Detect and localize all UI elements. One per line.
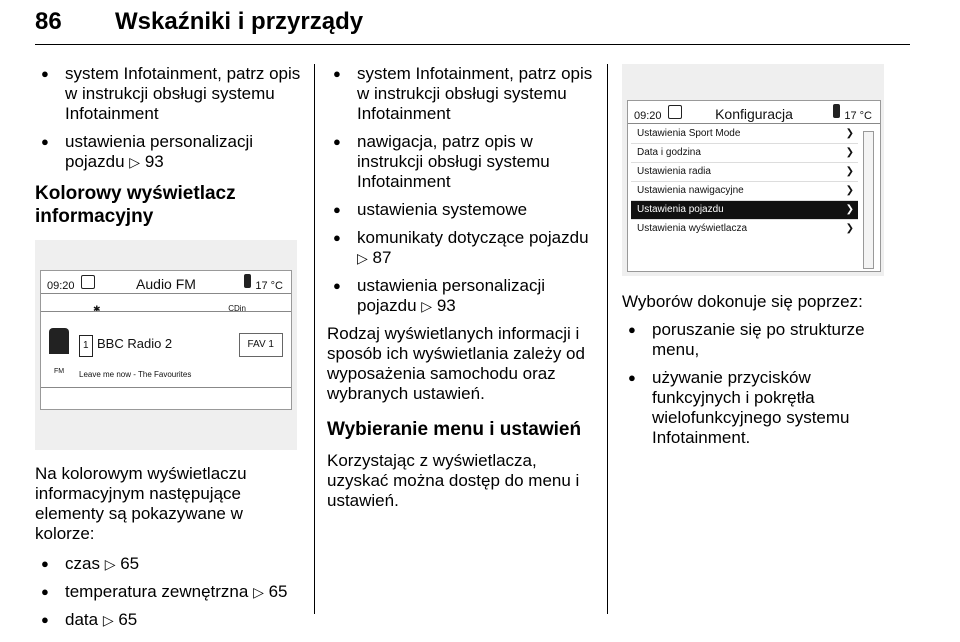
station-name: BBC Radio 2 <box>97 336 173 351</box>
clock-time: 09:20 <box>47 280 75 292</box>
menu-item[interactable] <box>631 125 858 144</box>
list-item-text: data <box>65 610 99 629</box>
right-triangle-icon: ▷ <box>253 584 264 600</box>
column-2 <box>327 64 602 511</box>
list-item-text: system Infotainment, patrz opis w instrukcji obsługi systemu Infotainment <box>65 64 301 123</box>
bullet-list <box>35 64 305 172</box>
temperature: 17 °C <box>255 280 283 292</box>
display-screen <box>627 100 881 272</box>
list-item <box>35 610 305 630</box>
menu-item-selected[interactable] <box>631 201 858 220</box>
song-title: Leave me now - The Favourites <box>79 370 192 379</box>
chevron-right-icon: ❯ <box>845 185 854 196</box>
column-1 <box>35 64 305 638</box>
list-item <box>622 368 887 448</box>
menu-item[interactable] <box>631 144 858 163</box>
bullet-list <box>35 554 305 630</box>
list-item-text: ustawienia personalizacji pojazdu <box>357 276 546 315</box>
right-triangle-icon: ▷ <box>129 154 141 170</box>
list-item-text: komunikaty dotyczące pojazdu <box>357 228 589 247</box>
list-item-text: poruszanie się po strukturze menu, <box>652 320 865 359</box>
paragraph: Wyborów dokonuje się poprzez: <box>622 292 863 311</box>
list-item-text: system Infotainment, patrz opis w instrukcji obsługi systemu Infotainment <box>357 64 593 123</box>
chevron-right-icon: ❯ <box>845 223 854 234</box>
band-label: FM <box>54 368 65 375</box>
screen-title: Audio FM <box>136 276 196 292</box>
chevron-right-icon: ❯ <box>845 147 854 158</box>
paragraph: Korzystając z wyświetlacza, uzyskać można dostęp do menu i ustawień. <box>327 451 580 510</box>
page-reference[interactable]: 65 <box>268 582 288 601</box>
list-item <box>327 228 602 268</box>
divider <box>41 311 291 312</box>
display-screen <box>40 270 292 410</box>
list-item <box>35 64 305 124</box>
preset-number: 1 <box>79 335 93 357</box>
list-item <box>327 64 602 124</box>
paragraph: Na kolorowym wyświetlaczu informacyjnym następujące elementy są pokazywane w kolorze: <box>35 464 247 543</box>
list-item <box>35 554 305 574</box>
page-reference[interactable]: 65 <box>120 554 140 573</box>
menu-item[interactable] <box>631 182 858 201</box>
list-item-text: nawigacja, patrz opis w instrukcji obsługi systemu Infotainment <box>357 132 550 191</box>
page-reference[interactable]: 93 <box>144 152 164 171</box>
page-number: 86 <box>35 8 62 35</box>
list-item-text: ustawienia systemowe <box>357 200 528 219</box>
list-item <box>35 582 305 602</box>
list-item-text: czas <box>65 554 100 573</box>
list-item <box>622 320 887 360</box>
status-bar <box>41 271 291 294</box>
menu-item-label: Data i godzina <box>637 147 701 158</box>
list-item-text: ustawienia personalizacji pojazdu <box>65 132 254 171</box>
right-triangle-icon: ▷ <box>104 556 116 572</box>
column-3 <box>622 64 887 456</box>
chevron-right-icon: ❯ <box>845 204 854 215</box>
right-triangle-icon: ▷ <box>357 250 368 266</box>
screen-title: Konfiguracja <box>715 106 793 122</box>
page-header <box>35 8 910 45</box>
temperature: 17 °C <box>844 110 872 122</box>
menu-item-label: Ustawienia pojazdu <box>637 204 724 215</box>
page-title: Wskaźniki i przyrządy <box>115 8 364 35</box>
bullet-list <box>327 64 602 316</box>
radio-tower-icon <box>49 328 69 354</box>
page-reference[interactable]: 65 <box>118 610 138 629</box>
right-triangle-icon: ▷ <box>421 298 433 314</box>
menu-item-label: Ustawienia nawigacyjne <box>637 185 744 196</box>
menu-item[interactable] <box>631 220 858 238</box>
thermometer-icon <box>833 104 840 118</box>
audio-screen-illustration <box>35 240 297 450</box>
list-item <box>327 132 602 192</box>
list-item <box>35 132 305 172</box>
audio-source: CDin <box>228 304 246 313</box>
page-reference[interactable]: 93 <box>436 296 456 315</box>
divider <box>41 387 291 388</box>
fav-button[interactable]: FAV 1 <box>239 333 284 357</box>
menu-item[interactable] <box>631 163 858 182</box>
list-item <box>327 276 602 316</box>
column-divider <box>314 64 315 614</box>
scrollbar[interactable] <box>863 131 874 269</box>
list-item-text: temperatura zewnętrzna <box>65 582 249 601</box>
bullet-list <box>622 320 887 448</box>
list-item-text: używanie przycisków funkcyjnych i pokrętła wielofunkcyjnego systemu Infotainment. <box>652 368 850 447</box>
menu-item-label: Ustawienia Sport Mode <box>637 128 741 139</box>
right-triangle-icon: ▷ <box>102 612 114 628</box>
menu-item-label: Ustawienia radia <box>637 166 711 177</box>
clock-time: 09:20 <box>634 110 662 122</box>
page-reference[interactable]: 87 <box>372 248 392 267</box>
menu-item-label: Ustawienia wyświetlacza <box>637 223 748 234</box>
paragraph: Rodzaj wyświetlanych informacji i sposób ich wyświetlania zależy od wyposażenia samochodu oraz wybranych ustawień. <box>327 324 585 403</box>
list-item <box>327 200 602 220</box>
section-heading: Wybieranie menu i ustawień <box>327 419 582 440</box>
column-divider <box>607 64 608 614</box>
status-bar <box>628 101 880 124</box>
chevron-right-icon: ❯ <box>845 128 854 139</box>
chevron-right-icon: ❯ <box>845 166 854 177</box>
bluetooth-icon: ✱ <box>93 304 101 314</box>
config-screen-illustration <box>622 64 884 276</box>
thermometer-icon <box>244 274 251 288</box>
section-heading: Kolorowy wyświetlacz informacyjny <box>35 183 236 227</box>
